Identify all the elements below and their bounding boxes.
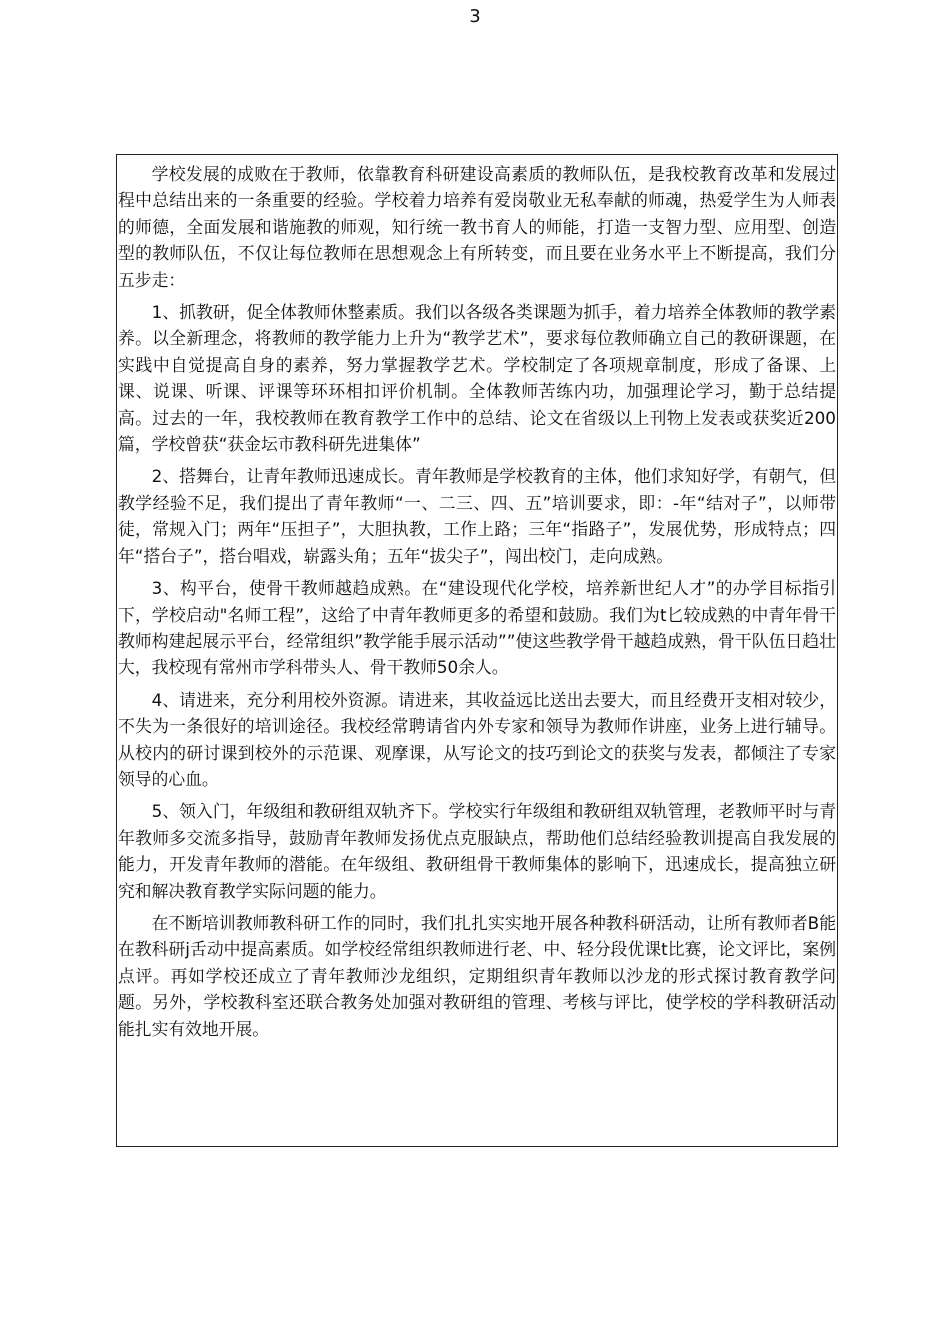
paragraph-intro: 学校发展的成败在于教师，依靠教育科研建设高素质的教师队伍，是我校教育改革和发展过程中总结出来的一条重要的经验。学校着力培养有爱岗敬业无私奉献的师魂，热爱学生为人师表的师德，全面发展和谐施教的师观，知行统一教书育人的师能，打造一支智力型、应用型、创造型的教师队伍，不仅让每位教师在思想观念上有所转变，而且要在业务水平上不断提高，我们分五步走： [118, 164, 836, 290]
page-number: 3 [469, 6, 481, 27]
paragraph-step-4: 4、请进来，充分利用校外资源。请进来，其收益远比送出去要大，而且经费开支相对较少，不失为一条很好的培训途径。我校经常聘请省内外专家和领导为教师作讲座，业务上进行辅导。从校内的研讨课到校外的示范课、观摩课，从写论文的技巧到论文的获奖与发表，都倾注了专家领导的心血。 [118, 689, 836, 789]
content-box [116, 154, 838, 1147]
paragraph-step-3: 3、构平台，使骨干教师越趋成熟。在“建设现代化学校，培养新世纪人才”的办学目标指引下，学校启动"名师工程”，这给了中青年教师更多的希望和鼓励。我们为t匕较成熟的中青年骨干教师构建起展示平台，经常组织”教学能手展示活动””使这些教学骨干越趋成熟，骨干队伍日趋壮大，我校现有常州市学科带头人、骨干教师50余人。 [118, 578, 836, 678]
paragraph-step-2: 2、搭舞台，让青年教师迅速成长。青年教师是学校教育的主体，他们求知好学，有朝气，但教学经验不足，我们提出了青年教师“一、二三、四、五”培训要求，即：-年“结对子”，以师带徒，常规入门；两年“压担子”，大胆执教，工作上路；三年“指路子”，发展优势，形成特点；四年“搭台子”，搭台唱戏，崭露头角；五年“拔尖子”，闯出校门，走向成熟。 [118, 466, 836, 566]
paragraph-step-5: 5、领入门，年级组和教研组双轨齐下。学校实行年级组和教研组双轨管理，老教师平时与青年教师多交流多指导，鼓励青年教师发扬优点克服缺点，帮助他们总结经验教训提高自我发展的能力，开发青年教师的潜能。在年级组、教研组骨干教师集体的影响下，迅速成长，提高独立研究和解决教育教学实际问题的能力。 [118, 801, 836, 901]
paragraph-conclusion: 在不断培训教师教科研工作的同时，我们扎扎实实地开展各种教科研活动，让所有教师者B能在教科研j舌动中提高素质。如学校经常组织教师进行老、中、轻分段优课t比赛，论文评比，案例点评。再如学校还成立了青年教师沙龙组织，定期组织青年教师以沙龙的形式探讨教育教学问题。另外，学校教科室还联合教务处加强对教研组的管理、考核与评比，使学校的学科教研活动能扎实有效地开展。 [118, 912, 836, 1039]
paragraph-step-1: 1、抓教研，促全体教师休整素质。我们以各级各类课题为抓手，着力培养全体教师的教学素养。以全新理念，将教师的教学能力上升为“教学艺术”，要求每位教师确立自己的教研课题，在实践中自觉提高自身的素养，努力掌握教学艺术。学校制定了各项规章制度，形成了备课、上课、说课、听课、评课等环环相扣评价机制。全体教师苦练内功，加强理论学习，勤于总结提高。过去的一年，我校教师在教育教学工作中的总结、论文在省级以上刊物上发表或获奖近200篇，学校曾获“获金坛市教科研先进集体” [118, 302, 836, 455]
